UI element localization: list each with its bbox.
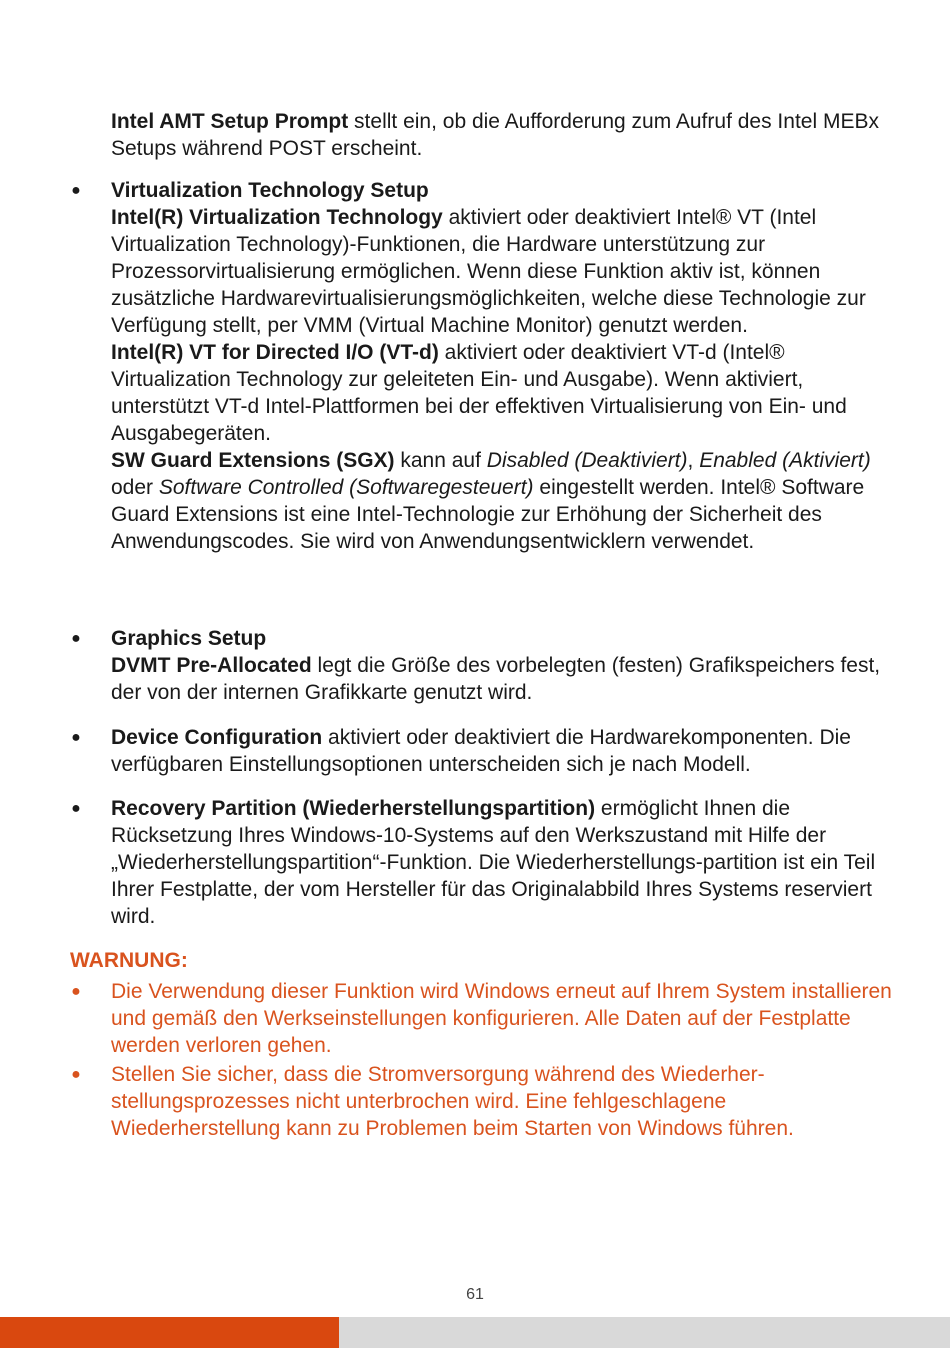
sgx-text-b: , [687, 449, 700, 472]
warning-title: WARNUNG: [70, 949, 188, 972]
device-term: Device Configuration [111, 726, 323, 749]
bullet-icon: ● [71, 983, 81, 1000]
sgx-term: SW Guard Extensions (SGX) [111, 449, 395, 472]
bullet-icon: ● [71, 630, 81, 647]
footer-bar-grey [339, 1317, 950, 1348]
recovery-term: Recovery Partition (Wiederherstellungspartition) [111, 797, 596, 820]
section-heading: Graphics Setup [111, 627, 267, 650]
vtd-text: aktiviert oder deaktiviert VT-d (Intel® Virtualization Technology zur geleiteten Ein- und Ausgabe). Wenn aktiviert, unterstützt VT-d Intel-Plattformen bei der effektiven Virtualisierung von Ein- und Ausgabegeräten. [111, 341, 847, 445]
dvmt-text: legt die Größe des vorbelegten (festen) Grafikspeichers fest, der von der internen Grafikkarte genutzt wird. [111, 654, 881, 704]
sgx-option-enabled: Enabled (Aktiviert) [699, 449, 871, 472]
dvmt-term: DVMT Pre-Allocated [111, 654, 312, 677]
sgx-text-d: eingestellt werden. Intel® Software Guard Extensions ist eine Intel-Technologie zur Erhöhung der Sicherheit des Anwendungscodes. Sie wird von Anwendungsentwicklern verwendet. [111, 476, 865, 553]
bullet-icon: ● [71, 182, 81, 199]
vt-text: aktiviert oder deaktiviert Intel® VT (Intel Virtualization Technology)-Funktionen, die Hardware unterstützung zur Prozessorvirtualisierung ermöglichen. Wenn diese Funktion aktiv ist, können zusätzliche Hardwarevirtualisierungsmöglichkeiten, welche diese Technologie zur Verfügung stellt, per VMM (Virtual Machine Monitor) genutzt werden. [111, 206, 866, 337]
bullet-icon: ● [71, 729, 81, 746]
vt-term: Intel(R) Virtualization Technology [111, 206, 443, 229]
device-section [71, 724, 901, 778]
section-heading: Virtualization Technology Setup [111, 179, 429, 202]
bullet-icon: ● [71, 1066, 81, 1083]
recovery-text: ermöglicht Ihnen die Rücksetzung Ihres Windows-10-Systems auf den Werkszustand mit Hilfe der „Wiederherstellungspartition“-Funktion. Die Wiederherstellungs-partition ist ein Teil Ihrer Festplatte, der vom Hersteller für das Originalabbild Ihres Systems reserviert wird. [111, 797, 876, 928]
graphics-section [71, 625, 901, 706]
virtualization-section [71, 177, 901, 555]
warning-item [71, 1061, 901, 1142]
page-number: 61 [466, 1286, 484, 1303]
amt-term: Intel AMT Setup Prompt [111, 110, 349, 133]
sgx-text-a: kann auf [394, 449, 487, 472]
vtd-term: Intel(R) VT for Directed I/O (VT-d) [111, 341, 439, 364]
sgx-option-software: Software Controlled (Softwaregesteuert) [158, 476, 534, 499]
footer-bar-accent [0, 1317, 339, 1348]
bullet-icon: ● [71, 800, 81, 817]
recovery-section [71, 795, 901, 930]
warning-text: Stellen Sie sicher, dass die Stromversorgung während des Wiederher-stellungsprozesses nicht unterbrochen wird. Eine fehlgeschlagene Wiederherstellung kann zu Problemen beim Starten von Windows führen. [111, 1063, 794, 1140]
warning-text: Die Verwendung dieser Funktion wird Windows erneut auf Ihrem System installieren und gemäß den Werkseinstellungen konfigurieren. Alle Daten auf der Festplatte werden verloren gehen. [111, 980, 892, 1057]
amt-text: stellt ein, ob die Aufforderung zum Aufruf des Intel MEBx Setups während POST erscheint. [111, 110, 879, 160]
device-text: aktiviert oder deaktiviert die Hardwarekomponenten. Die verfügbaren Einstellungsoptionen unterscheiden sich je nach Modell. [111, 726, 851, 776]
warning-item [71, 978, 901, 1059]
sgx-text-c: oder [111, 476, 159, 499]
amt-paragraph [111, 108, 901, 162]
sgx-option-disabled: Disabled (Deaktiviert) [486, 449, 688, 472]
